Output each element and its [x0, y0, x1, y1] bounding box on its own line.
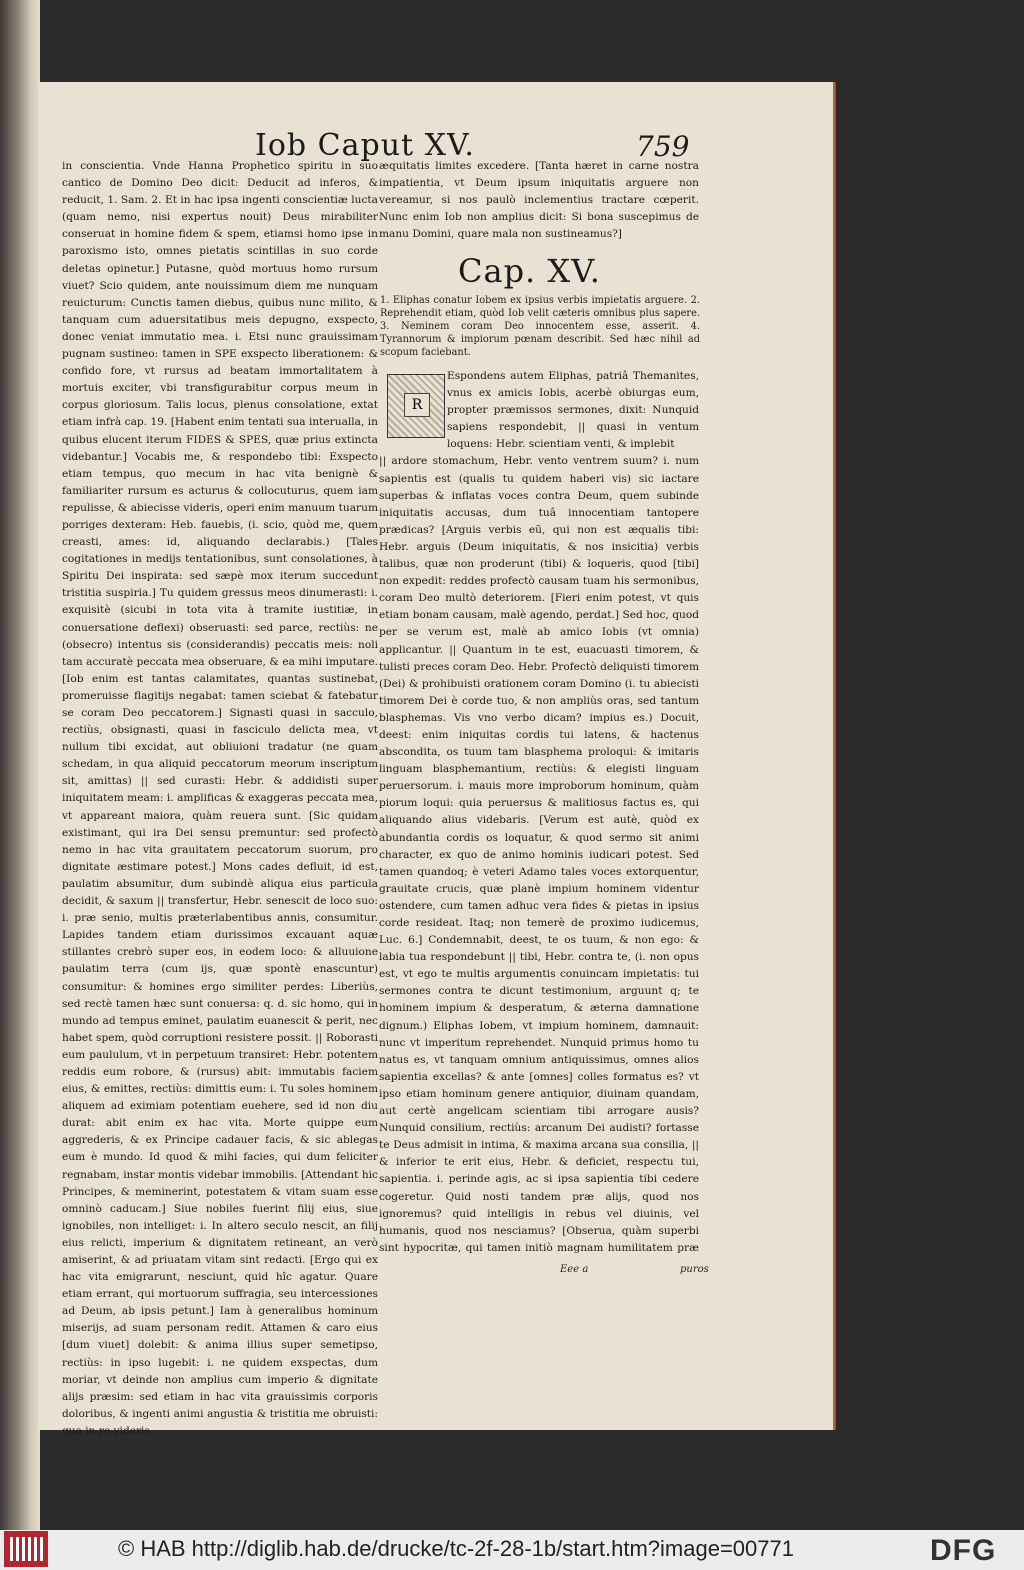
right-column-top — [379, 158, 699, 248]
right-column-top-text: æquitatis limites excedere. [Tanta hæret in carne nostra impatientia, vt Deum ipsum iniquitatis arguere non vereamur, si nos paulò inclementius tractare cœperit. Nunc enim Iob non amplius dicit: Si bona suscepimus de manu Domini, quare mala non sustineamus?] — [379, 160, 699, 241]
chapter-body-text: || ardore stomachum, Hebr. vento ventrem suum? i. num sapientis est (qualis tu quidem haberi vis) sic iactare superbas & inflatas voces contra Deum, quem subinde iniquitatis accusas, dum tuâ innocentiam tantopere prædicas? [Arguis verbis eũ, qui non est æqualis tibi: Hebr. arguis (Deum iniquitatis, & nos insicitia) verbis talibus, quæ non proderunt (tibi) & loqueris, quod [tibi] non expedit: reddes profectò causam tuam his sermonibus, coram Deo multò deteriorem. [Fieri enim potest, vt quis etiam bonam causam, malè agendo, perdat.] Sed hoc, quod per se verum est, malè ab amico Iobis (vt omnia) applicantur. || Quantum in te est, euacuasti timorem, & tulisti preces coram Deo. Hebr. Profectò deliquisti timorem (Dei) & prohibuisti orationem coram Domino (i. tu abiecisti timorem Dei è corde tuo, & non ampliùs oras, sed tantum blasphemas. Vis vno verbo dicam? impius es.) Docuit, deest: enim iniquitas cordis tui latens, & hactenus abscondita, os tuum tam blasphema proloqui: & imitaris linguam blasphemantium, rectiùs: & elegisti linguam peruersorum. i. mauis more improborum hominum, quàm piorum loqui: quia peruersus & malitiosus factus es, qui aliquando alius videbaris. [Verum est autè, quòd ex abundantia cordis os loquatur, & quod sermo sit animi character, ex quo de animo hominis iudicari potest. Sed tamen quandoq; è veteri Adamo tales voces extorquentur, grauitate crucis, quæ planè impium hominem videntur ostendere, cum tamen adhuc vera fides & pietas in ipsius corde resideat. Itaq; non temerè de proximo iudicemus, Luc. 6.] Condemnabit, deest, te os tuum, & non ego: & labia tua respondebunt || tibi, Hebr. contra te, (i. non opus est, vt ego te multis argumentis conuincam impietatis: tui sermones contra te dicunt testimonium, arguunt q; te hominem impium & desperatum, & æterna damnatione dignum.) Eliphas Iobem, vt impium hominem, damnauit: nunc vt imperitum reprehendet. Nunquid primus homo tu natus es, vt tanquam omnium antiquissimus, omnes alios sapientia excellas? & ante [omnes] colles formatus es? vt ipso etiam hominum genere antiquior, diuinam quandam, aut certè angelicam scientiam tibi arrogare ausis? Nunquid consilium, rectiùs: arcanum Dei audisti? fortasse te Deus admisit in intima, & maxima arcana sua consilia, || & inferior te erit eius, Hebr. & deficiet, respectu tui, sapientia. i. perinde agis, ac si ipsa sapientia tibi cedere cogeretur. Quid nosti tandem præ alijs, quod nos ignoremus? quid intelligis in rebus vel diuinis, vel humanis, quod nos nesciamus? [Obserua, quàm superbi sint hypocritæ, qui tamen initiò magnam humilitatem præ — [379, 455, 699, 1254]
right-column-body — [379, 368, 699, 1258]
page-title: Iob Caput XV. — [255, 128, 475, 163]
source-url-link[interactable]: © HAB http://diglib.hab.de/drucke/tc-2f-28-1b/start.htm?image=00771 — [118, 1536, 794, 1561]
initial-letter: R — [404, 393, 430, 417]
chapter-summary — [380, 294, 700, 359]
left-column — [62, 158, 378, 1440]
catchword: puros — [680, 1264, 709, 1275]
signature-mark: Eee a — [560, 1264, 589, 1275]
hab-logo-icon — [4, 1531, 48, 1567]
chapter-lead-text: Espondens autem Eliphas, patriâ Themanites, vnus ex amicis Iobis, acerbè obiurgas eum, propter præmissos sermones, dixit: Nunquid sapiens respondebit, || quasi in ventum loquens: Hebr. scientiam venti, & implebit — [447, 370, 699, 451]
page-number: 759 — [636, 130, 690, 163]
dfg-logo: DFG — [930, 1534, 997, 1567]
book-spine — [0, 0, 40, 1530]
chapter-summary-text: 1. Eliphas conatur Iobem ex ipsius verbis impietatis arguere. 2. Reprehendit etiam, quòd Iob velit cæteris omnibus plus sapere. 3. Neminem coram Deo innocentem esse, asserit. 4. Tyrannorum & impiorum pœnam describit. Sed hæc nihil ad scopum faciebant. — [380, 295, 700, 358]
chapter-title: Cap. XV. — [458, 252, 601, 290]
left-column-text: in conscientia. Vnde Hanna Prophetico spiritu in suo cantico de Domino Deo dicit: Deducit ad inferos, & reducit, 1. Sam. 2. Et in hac ipsa ingenti conscientiæ lucta (quam nemo, nisi expertus nouit) Deus mirabiliter conseruat in homine fidem & spem, etiamsi homo ipse in paroxismo isto, omnes pietatis scintillas in suo corde deletas opinetur.] Putasne, quòd mortuus homo rursum viuet? Scio quidem, ante nouissimum diem me nunquam reuicturum: Cunctis tamen diebus, quibus nunc milito, & tanquam cum aduersitatibus meis depugno, exspecto, donec veniat immutatio mea. i. Etsi nunc grauissimam pugnam sustineo: tamen in SPE exspecto liberationem: & confido fore, vt rursus ad beatam immortalitatem à mortuis exciter, vbi transfigurabitur corpus meum in corpus gloriosum. Talis locus, plenus consolatione, extat etiam infrà cap. 19. [Habent enim tentati sua interualla, in quibus elucent iterum FIDES & SPES, quæ prius extincta videbantur.] Vocabis me, & respondebo tibi: Exspecto etiam tempus, quo mecum in hac vita benignè & familiariter rursum es acturus & collocuturus, quem iam repulisse, & abiecisse videris, operi enim manuum tuarum porriges dexteram: Heb. fauebis, (i. scio, quòd me, quem creasti, ames: id, aliquando declarabis.) [Tales cogitationes in medijs tentationibus, sunt consolationes, à Spiritu Dei inspirata: sed sæpè mox iterum succedunt tristitia suspiria.] Tu quidem gressus meos dinumerasti: i. exquisitè (sicubi in tota vita à tramite iustitiæ, in conuersatione deflexi) obseruasti: sed parce, rectiùs: ne (obsecro) intentus sis (considerandis) peccatis meis: noli tam accuratè peccata mea obseruare, & ea mihi imputare. [Iob enim est tantas calamitates, quantas sustinebat, promeruisse flagitijs negabat: tamen sciebat & fatebatur se coram Deo peccatorem.] Signasti quasi in sacculo, rectiùs, obsignasti, quasi in fasciculo delicta mea, vt nullum tibi excidat, aut obliuioni tradatur (ne quam schedam, in qua aliquid peccatorum meorum inscriptum sit, amittas) || sed curasti: Hebr. & addidisti super iniquitatem meam: i. amplificas & exaggeras peccata mea, vt appareant maiora, quàm reuera sunt. [Sic quidam existimant, qui ira Dei sensu premuntur: sed profectò nemo in hac vita grauitatem peccatorum suorum, pro dignitate æstimare potest.] Mons cades defluit, id est, paulatim absumitur, dum subindè aliqua eius particula decidit, & saxum || transfertur, Hebr. senescit de loco suo: i. præ senio, multis præterlabentibus annis, consumitur. Lapides tandem etiam durissimos excauant aquæ stillantes crebrò super eos, in eodem loco: & alluuione paulatim terra (cum ijs, quæ spontè enascuntur) consumitur: & homines ergo similiter perdes: Liberiùs, sed rectè tamen hæc sunt conuersa: q. d. sic homo, qui in mundo ad tempus eminet, paulatim euanescit & perit, nec habet spem, quòd corruptioni resistere possit. || Roborasti eum paululum, vt in perpetuum transiret: Hebr. potentem reddis eum robore, & (rursus) abit: immutabis faciem eius, & emittes, rectiùs: dimittis eum: i. Tu soles hominem aliquem ad eximiam potentiam euehere, sed id non diu durat: abit enim ex hac vita. Morte quippe eum aggrederis, & ex Principe cadauer facis, & sic ablegas eum è mundo. Id quod & mihi facies, qui dum feliciter regnabam, instar montis videbar immobilis. [Attendant hic Principes, & meminerint, potestatem & vitam suam esse omninò caducam.] Siue nobiles fuerint filij eius, siue ignobiles, non intelliget: i. In altero seculo nescit, an filij eius relicti, imperium & dignitatem retineant, an verò amiserint, & ad priuatam vitam sint redacti. [Ergo qui ex hac vita emigrarunt, nesciunt, quid hîc agatur. Quare etiam errant, qui mortuorum suffragia, seu intercessiones ad Deum, ab ipsis petunt.] Iam à generalibus hominum miserijs, ad suam personam redit. Attamen & caro eius [dum viuet] dolebit: & anima illius super semetipso, rectiùs: in ipso lugebit: i. ne quidem exspectas, dum moriar, vt deinde non amplius cum imperio & dignitate alijs præsim: sed etiam in hac vita grauissimis corporis doloribus, & ingenti animi angustia & tristitia me obruisti: qua in re videris — [62, 160, 378, 1437]
